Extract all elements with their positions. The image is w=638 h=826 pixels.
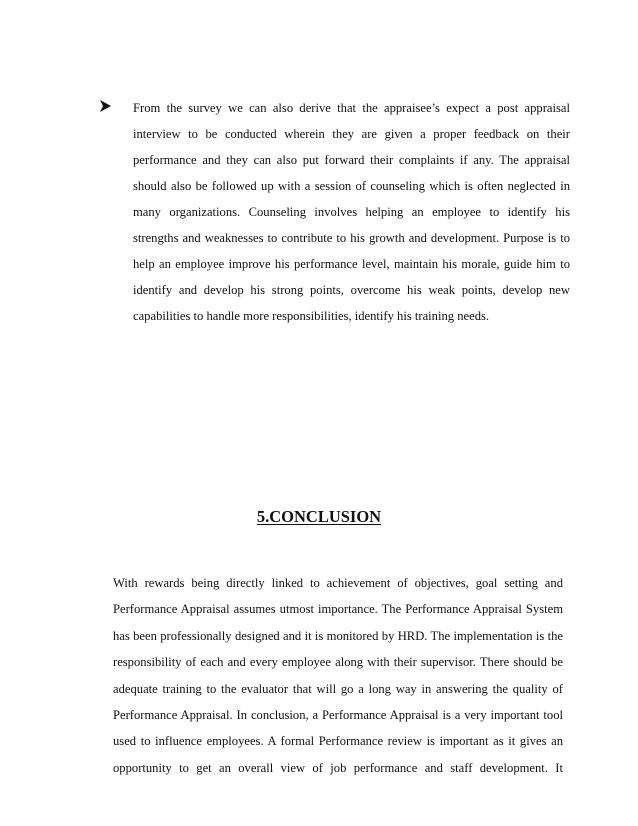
paragraph-line: adequate training to the evaluator that will go a long way in answering the quality of	[113, 681, 563, 696]
paragraph-line: responsibility of each and every employee along with their supervisor. There should be	[113, 655, 563, 670]
bullet-line: capabilities to handle more responsibilities, identify his training needs.	[133, 309, 490, 323]
bullet-line: From the survey we can also derive that the appraisee’s expect a post appraisal	[133, 101, 570, 115]
paragraph-line: used to influence employees. A formal Performance review is important as it gives an	[113, 734, 563, 749]
bullet-line: identify and develop his strong points, overcome his weak points, develop new	[133, 283, 570, 297]
conclusion-paragraph	[113, 570, 563, 781]
arrow-bullet-icon	[100, 99, 111, 111]
section-heading: 5.CONCLUSION	[256, 507, 382, 526]
bullet-paragraph	[113, 95, 570, 329]
bullet-line: strengths and weaknesses to contribute to his growth and development. Purpose is to	[133, 231, 570, 245]
bullet-line: performance and they can also put forward their complaints if any. The appraisal	[133, 153, 570, 167]
paragraph-line: has been professionally designed and it is monitored by HRD. The implementation is the	[113, 628, 563, 643]
paragraph-line: Performance Appraisal. In conclusion, a Performance Appraisal is a very important tool	[113, 707, 563, 722]
bullet-line: help an employee improve his performance level, maintain his morale, guide him to	[133, 257, 570, 271]
bullet-line: should also be followed up with a session of counseling which is often neglected in	[133, 179, 570, 193]
paragraph-line: With rewards being directly linked to achievement of objectives, goal setting and	[113, 576, 563, 590]
bullet-line: many organizations. Counseling involves helping an employee to identify his	[133, 205, 570, 219]
bullet-line: interview to be conducted wherein they are given a proper feedback on their	[133, 127, 570, 141]
paragraph-line: opportunity to get an overall view of job performance and staff development. It	[113, 760, 563, 775]
paragraph-line: Performance Appraisal assumes utmost importance. The Performance Appraisal System	[113, 602, 563, 617]
